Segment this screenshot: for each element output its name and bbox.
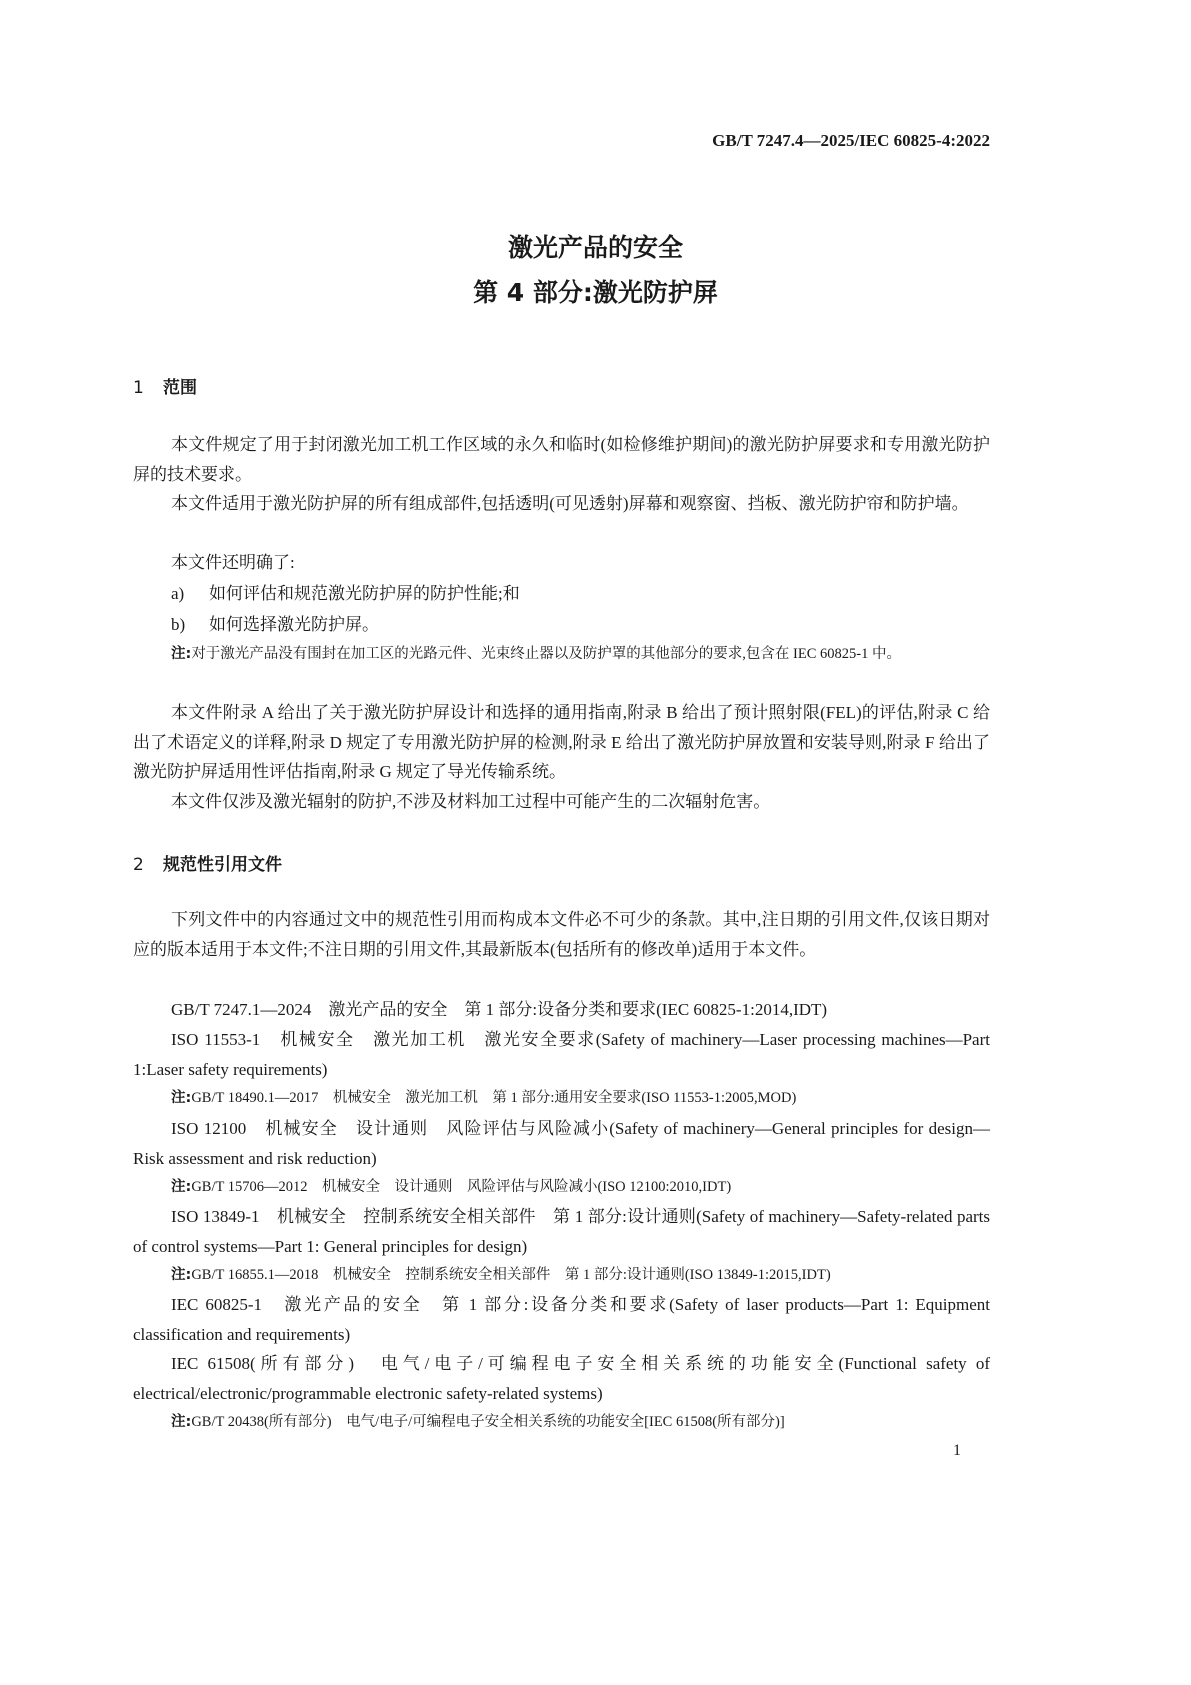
- list-text: 如何选择激光防护屏。: [209, 615, 379, 634]
- note-text: GB/T 18490.1—2017 机械安全 激光加工机 第 1 部分:通用安全要求(ISO 11553-1:2005,MOD): [191, 1090, 797, 1106]
- section-number: 2: [133, 855, 144, 875]
- note: [171, 640, 990, 670]
- note-text: GB/T 16855.1—2018 机械安全 控制系统安全相关部件 第 1 部分:设计通则(ISO 13849-1:2015,IDT): [191, 1267, 831, 1283]
- reference-item: ISO 12100 机械安全 设计通则 风险评估与风险减小(Safety of machinery—General principles for design—Risk assessment and risk reduction): [133, 1119, 990, 1168]
- reference-item: IEC 61508(所有部分) 电气/电子/可编程电子安全相关系统的功能安全(Functional safety of electrical/electronic/programmable electronic safety-related systems): [133, 1354, 990, 1403]
- doc-subtitle: 第 4 部分:激光防护屏: [473, 278, 718, 307]
- reference-item: ISO 11553-1 机械安全 激光加工机 激光安全要求(Safety of machinery—Laser processing machines—Part 1:Laser safety requirements): [133, 1030, 990, 1079]
- reference-note: [171, 1261, 990, 1291]
- paragraph: 本文件仅涉及激光辐射的防护,不涉及材料加工过程中可能产生的二次辐射危害。: [171, 792, 771, 811]
- section-heading-1: [133, 373, 197, 398]
- section-number: 1: [133, 378, 144, 398]
- note-text: GB/T 20438(所有部分) 电气/电子/可编程电子安全相关系统的功能安全[IEC 61508(所有部分)]: [191, 1414, 785, 1430]
- paragraph: 本文件附录 A 给出了关于激光防护屏设计和选择的通用指南,附录 B 给出了预计照射限(FEL)的评估,附录 C 给出了术语定义的详释,附录 D 规定了专用激光防护屏的检测,附录 E 给出了激光防护屏放置和安装导则,附录 F 给出了激光防护屏适用性评估指南,附录 G 规定了导光传输系统。: [133, 703, 990, 781]
- reference-note: [171, 1173, 990, 1203]
- reference-item: GB/T 7247.1—2024 激光产品的安全 第 1 部分:设备分类和要求(IEC 60825-1:2014,IDT): [171, 1000, 828, 1019]
- note-label: 注:: [171, 1090, 192, 1106]
- note-label: 注:: [171, 646, 192, 662]
- paragraph: 下列文件中的内容通过文中的规范性引用而构成本文件必不可少的条款。其中,注日期的引用文件,仅该日期对应的版本适用于本文件;不注日期的引用文件,其最新版本(包括所有的修改单)适用于本文件。: [133, 910, 990, 959]
- reference-note: [171, 1084, 990, 1114]
- list-text: 如何评估和规范激光防护屏的防护性能;和: [209, 584, 520, 603]
- note-label: 注:: [171, 1267, 192, 1283]
- section-heading-2: [133, 850, 282, 875]
- note-text: 对于激光产品没有围封在加工区的光路元件、光束终止器以及防护罩的其他部分的要求,包含在 IEC 60825-1 中。: [191, 646, 901, 662]
- list-item: [171, 610, 990, 640]
- list-marker: a): [171, 584, 185, 603]
- note-label: 注:: [171, 1414, 192, 1430]
- section-title: 范围: [163, 378, 197, 398]
- paragraph: 本文件规定了用于封闭激光加工机工作区域的永久和临时(如检修维护期间)的激光防护屏要求和专用激光防护屏的技术要求。: [133, 435, 990, 484]
- note-label: 注:: [171, 1179, 192, 1195]
- page-number: 1: [953, 1442, 961, 1459]
- reference-item: IEC 60825-1 激光产品的安全 第 1 部分:设备分类和要求(Safety of laser products—Part 1: Equipment classification and requirements): [133, 1295, 990, 1344]
- standard-number: GB/T 7247.4—2025/IEC 60825-4:2022: [712, 131, 990, 150]
- doc-title: 激光产品的安全: [507, 233, 683, 262]
- paragraph: 本文件适用于激光防护屏的所有组成部件,包括透明(可见透射)屏幕和观察窗、挡板、激光防护帘和防护墙。: [171, 494, 969, 513]
- section-title: 规范性引用文件: [163, 855, 282, 875]
- list-item: [171, 579, 990, 609]
- note-text: GB/T 15706—2012 机械安全 设计通则 风险评估与风险减小(ISO 12100:2010,IDT): [191, 1179, 732, 1195]
- paragraph: 本文件还明确了:: [171, 553, 295, 572]
- reference-note: [171, 1408, 990, 1438]
- list-marker: b): [171, 615, 186, 634]
- reference-item: ISO 13849-1 机械安全 控制系统安全相关部件 第 1 部分:设计通则(Safety of machinery—Safety-related parts of control systems—Part 1: General principles for design): [133, 1207, 990, 1256]
